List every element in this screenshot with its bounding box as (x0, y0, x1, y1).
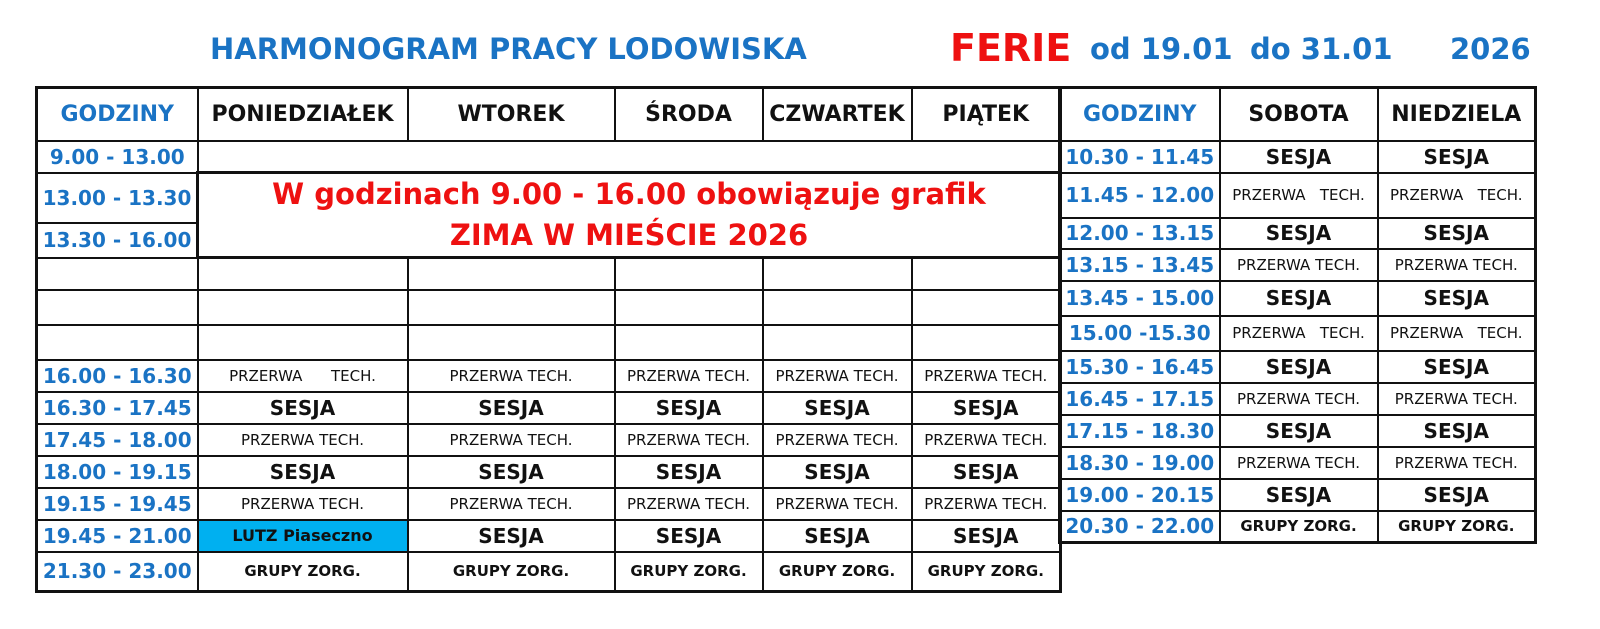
time-cell: 19.45 - 21.00 (37, 520, 198, 552)
session-cell: SESJA (912, 392, 1061, 424)
break-cell: PRZERWA TECH. (1378, 383, 1536, 415)
empty-cell (408, 258, 615, 290)
table-row (37, 141, 1061, 173)
empty-cell (198, 141, 1061, 173)
table-row (37, 520, 1061, 552)
groups-cell: GRUPY ZORG. (1220, 511, 1378, 543)
break-cell: PRZERWA TECH. (1220, 447, 1378, 479)
break-cell: PRZERWA TECH. (408, 360, 615, 392)
empty-cell (763, 325, 912, 360)
time-cell: 19.15 - 19.45 (37, 488, 198, 520)
break-cell: PRZERWA TECH. (198, 424, 408, 456)
notice-line-2: ZIMA W MIEŚCIE 2026 (449, 218, 809, 252)
empty-cell (37, 258, 198, 290)
table-row (1060, 415, 1536, 447)
groups-cell: GRUPY ZORG. (615, 552, 763, 592)
groups-cell: GRUPY ZORG. (1378, 511, 1536, 543)
break-cell: PRZERWA TECH. (198, 488, 408, 520)
break-cell: PRZERWA TECH. (1378, 447, 1536, 479)
time-cell: 18.30 - 19.00 (1060, 447, 1220, 479)
session-cell: SESJA (408, 520, 615, 552)
notice-line-1: W godzinach 9.00 - 16.00 obowiązuje grafik (272, 177, 986, 211)
groups-cell: GRUPY ZORG. (408, 552, 615, 592)
break-cell: PRZERWA TECH. (1220, 316, 1378, 351)
session-cell: SESJA (1378, 415, 1536, 447)
break-cell: PRZERWA TECH. (408, 488, 615, 520)
break-cell: PRZERWA TECH. (198, 360, 408, 392)
weekday-schedule-table (35, 86, 1062, 593)
hours-column-header: GODZINY (37, 88, 198, 141)
time-cell: 9.00 - 13.00 (37, 141, 198, 173)
hours-column-header: GODZINY (1060, 88, 1220, 141)
session-cell: SESJA (1220, 479, 1378, 511)
table-row (1060, 173, 1536, 218)
break-cell: PRZERWA TECH. (1378, 173, 1536, 218)
day-header-saturday: SOBOTA (1220, 88, 1378, 141)
empty-cell (198, 290, 408, 325)
break-cell: PRZERWA TECH. (763, 424, 912, 456)
day-header-thursday: CZWARTEK (763, 88, 912, 141)
break-cell: PRZERWA TECH. (408, 424, 615, 456)
groups-cell: GRUPY ZORG. (198, 552, 408, 592)
table-row (1060, 281, 1536, 316)
time-cell: 16.45 - 17.15 (1060, 383, 1220, 415)
weekend-schedule-table (1058, 86, 1537, 544)
break-cell: PRZERWA TECH. (1378, 316, 1536, 351)
break-cell: PRZERWA TECH. (912, 424, 1061, 456)
time-cell: 19.00 - 20.15 (1060, 479, 1220, 511)
empty-cell (912, 258, 1061, 290)
session-cell: SESJA (1378, 351, 1536, 383)
table-row (37, 392, 1061, 424)
time-cell: 13.30 - 16.00 (37, 223, 198, 258)
table-row (37, 456, 1061, 488)
day-header-tuesday: WTOREK (408, 88, 615, 141)
empty-cell (912, 290, 1061, 325)
table-row (37, 325, 1061, 360)
break-cell: PRZERWA TECH. (1220, 249, 1378, 281)
table-row (37, 173, 1061, 223)
groups-cell: GRUPY ZORG. (912, 552, 1061, 592)
table-row (1060, 316, 1536, 351)
table-row (1060, 218, 1536, 249)
time-cell: 13.00 - 13.30 (37, 173, 198, 223)
table-row (1060, 479, 1536, 511)
table-row (1060, 383, 1536, 415)
session-cell: SESJA (1220, 141, 1378, 173)
table-row (1060, 447, 1536, 479)
date-to: do 31.01 (1250, 32, 1393, 66)
table-row (37, 258, 1061, 290)
time-cell: 17.15 - 18.30 (1060, 415, 1220, 447)
table-row (1060, 249, 1536, 281)
lutz-piaseczno-cell: LUTZ Piaseczno (198, 520, 408, 552)
session-cell: SESJA (763, 392, 912, 424)
time-cell: 18.00 - 19.15 (37, 456, 198, 488)
table-row (37, 360, 1061, 392)
date-from: od 19.01 (1090, 32, 1233, 66)
empty-cell (763, 258, 912, 290)
time-cell: 12.00 - 13.15 (1060, 218, 1220, 249)
session-cell: SESJA (1220, 281, 1378, 316)
session-cell: SESJA (408, 456, 615, 488)
time-cell: 15.00 -15.30 (1060, 316, 1220, 351)
break-cell: PRZERWA TECH. (615, 488, 763, 520)
session-cell: SESJA (1378, 281, 1536, 316)
session-cell: SESJA (1220, 218, 1378, 249)
session-cell: SESJA (763, 456, 912, 488)
time-cell: 16.00 - 16.30 (37, 360, 198, 392)
session-cell: SESJA (615, 392, 763, 424)
break-cell: PRZERWA TECH. (1220, 173, 1378, 218)
empty-cell (615, 258, 763, 290)
table-row (1060, 351, 1536, 383)
day-header-wednesday: ŚRODA (615, 88, 763, 141)
ferie-label: FERIE (950, 26, 1072, 70)
break-cell: PRZERWA TECH. (1378, 249, 1536, 281)
empty-cell (408, 290, 615, 325)
time-cell: 15.30 - 16.45 (1060, 351, 1220, 383)
session-cell: SESJA (198, 456, 408, 488)
empty-cell (615, 325, 763, 360)
empty-cell (912, 325, 1061, 360)
time-cell: 17.45 - 18.00 (37, 424, 198, 456)
time-cell: 16.30 - 17.45 (37, 392, 198, 424)
empty-cell (37, 290, 198, 325)
session-cell: SESJA (912, 520, 1061, 552)
page-title: HARMONOGRAM PRACY LODOWISKA (210, 32, 807, 66)
break-cell: PRZERWA TECH. (912, 488, 1061, 520)
session-cell: SESJA (615, 456, 763, 488)
empty-cell (198, 325, 408, 360)
session-cell: SESJA (763, 520, 912, 552)
time-cell: 13.45 - 15.00 (1060, 281, 1220, 316)
session-cell: SESJA (1378, 141, 1536, 173)
empty-cell (763, 290, 912, 325)
weekday-header-row (37, 88, 1061, 141)
time-cell: 21.30 - 23.00 (37, 552, 198, 592)
session-cell: SESJA (912, 456, 1061, 488)
session-cell: SESJA (615, 520, 763, 552)
table-row (37, 488, 1061, 520)
table-row (37, 290, 1061, 325)
break-cell: PRZERWA TECH. (912, 360, 1061, 392)
table-row (37, 424, 1061, 456)
empty-cell (408, 325, 615, 360)
empty-cell (615, 290, 763, 325)
session-cell: SESJA (1220, 415, 1378, 447)
break-cell: PRZERWA TECH. (1220, 383, 1378, 415)
session-cell: SESJA (1378, 479, 1536, 511)
table-row (1060, 141, 1536, 173)
break-cell: PRZERWA TECH. (615, 360, 763, 392)
time-cell: 20.30 - 22.00 (1060, 511, 1220, 543)
time-cell: 10.30 - 11.45 (1060, 141, 1220, 173)
year-label: 2026 (1450, 32, 1531, 66)
weekend-header-row (1060, 88, 1536, 141)
session-cell: SESJA (408, 392, 615, 424)
day-header-friday: PIĄTEK (912, 88, 1061, 141)
zima-notice (198, 173, 1061, 258)
groups-cell: GRUPY ZORG. (763, 552, 912, 592)
time-cell: 11.45 - 12.00 (1060, 173, 1220, 218)
break-cell: PRZERWA TECH. (615, 424, 763, 456)
time-cell: 13.15 - 13.45 (1060, 249, 1220, 281)
break-cell: PRZERWA TECH. (763, 488, 912, 520)
table-row (37, 552, 1061, 592)
empty-cell (198, 258, 408, 290)
day-header-monday: PONIEDZIAŁEK (198, 88, 408, 141)
session-cell: SESJA (1220, 351, 1378, 383)
table-row (1060, 511, 1536, 543)
empty-cell (37, 325, 198, 360)
day-header-sunday: NIEDZIELA (1378, 88, 1536, 141)
session-cell: SESJA (1378, 218, 1536, 249)
break-cell: PRZERWA TECH. (763, 360, 912, 392)
session-cell: SESJA (198, 392, 408, 424)
